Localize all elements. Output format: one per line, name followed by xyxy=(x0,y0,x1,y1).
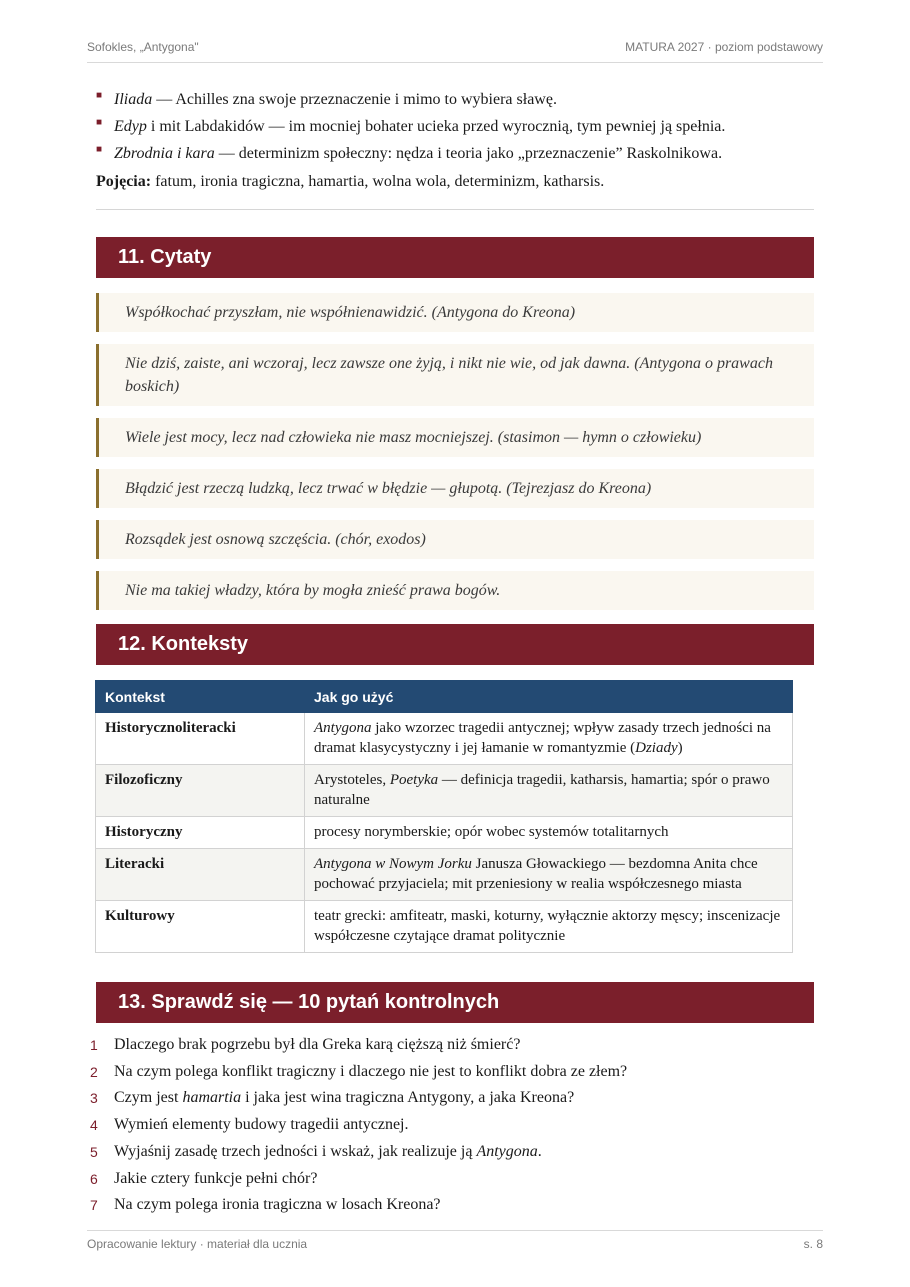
page-content xyxy=(90,86,814,1219)
quote-block: Wiele jest mocy, lecz nad człowieka nie masz mocniejszej. (stasimon — hymn o człowieku) xyxy=(96,418,814,457)
page-header xyxy=(87,40,823,63)
table-row xyxy=(96,849,793,901)
table-cell: teatr grecki: amfiteatr, maski, koturny, wyłącznie aktorzy męscy; inscenizacje współczesne czytające dramat politycznie xyxy=(305,901,793,953)
concepts-line: Pojęcia: fatum, ironia tragiczna, hamartia, wolna wola, determinizm, katharsis. xyxy=(96,173,605,190)
quote-block: Nie ma takiej władzy, która by mogła znieść prawa bogów. xyxy=(96,571,814,610)
bullet-icon: ■ xyxy=(96,117,103,128)
quote-block: Rozsądek jest osnową szczęścia. (chór, exodos) xyxy=(96,520,814,559)
list-item: ■ Iliada — Achilles zna swoje przeznaczenie i mimo to wybiera sławę. xyxy=(96,86,814,113)
page-number: s. 8 xyxy=(803,1237,823,1251)
section-heading-quotes: 11. Cytaty xyxy=(96,237,814,278)
question-number: 7 xyxy=(90,1197,98,1214)
header-exam-label: MATURA 2027 · poziom podstawowy xyxy=(625,40,823,54)
question-number: 2 xyxy=(90,1063,98,1080)
table-row xyxy=(96,765,793,817)
table-cell: Historyczny xyxy=(96,817,305,849)
quotes-list xyxy=(96,293,814,610)
list-item: 3 Czym jest hamartia i jaka jest wina tragiczna Antygony, a jaka Kreona? xyxy=(96,1085,814,1112)
contexts-table xyxy=(95,680,793,953)
list-item: ■ Zbrodnia i kara — determinizm społeczny: nędza i teoria jako „przeznaczenie” Raskolnikowa. xyxy=(96,140,814,167)
list-item: 5 Wyjaśnij zasadę trzech jedności i wskaż, jak realizuje ją Antygona. xyxy=(96,1139,814,1166)
divider xyxy=(96,209,814,210)
question-number: 4 xyxy=(90,1117,98,1134)
table-row xyxy=(96,817,793,849)
table-cell: Arystoteles, Poetyka — definicja tragedii, katharsis, hamartia; spór o prawo naturalne xyxy=(305,765,793,817)
quote-block: Nie dziś, zaiste, ani wczoraj, lecz zawsze one żyją, i nikt nie wie, od jak dawna. (Antygona o prawach boskich) xyxy=(96,344,814,406)
table-cell: Historycznoliteracki xyxy=(96,713,305,765)
table-cell: Antygona w Nowym Jorku Janusza Głowackiego — bezdomna Anita chce pochować przyjaciela; mit przeniesiony w realia współczesnego miasta xyxy=(305,849,793,901)
bullet-icon: ■ xyxy=(96,144,103,155)
question-number: 5 xyxy=(90,1143,98,1160)
footer-label: Opracowanie lektury · materiał dla ucznia xyxy=(87,1237,308,1251)
table-cell: procesy norymberskie; opór wobec systemów totalitarnych xyxy=(305,817,793,849)
table-cell: Filozoficzny xyxy=(96,765,305,817)
question-number: 6 xyxy=(90,1170,98,1187)
header-title: Sofokles, „Antygona" xyxy=(87,40,199,54)
table-cell: Literacki xyxy=(96,849,305,901)
table-cell: Antygona jako wzorzec tragedii antycznej; wpływ zasady trzech jedności na dramat klasycystyczny i jej łamanie w romantyzmie (Dziady) xyxy=(305,713,793,765)
list-item: 2 Na czym polega konflikt tragiczny i dlaczego nie jest to konflikt dobra ze złem? xyxy=(96,1059,814,1086)
question-number: 1 xyxy=(90,1037,98,1053)
context-bullet-list xyxy=(96,86,814,167)
table-row xyxy=(96,901,793,953)
list-item: 1 Dlaczego brak pogrzebu był dla Greka karą cięższą niż śmierć? xyxy=(96,1032,814,1059)
questions-list xyxy=(90,1032,814,1219)
list-item: ■ Edyp i mit Labdakidów — im mocniej bohater ucieka przed wyrocznią, tym pewniej ją spełnia. xyxy=(96,113,814,140)
list-item: 6 Jakie cztery funkcje pełni chór? xyxy=(96,1166,814,1193)
table-cell: Kulturowy xyxy=(96,901,305,953)
quote-block: Błądzić jest rzeczą ludzką, lecz trwać w błędzie — głupotą. (Tejrezjasz do Kreona) xyxy=(96,469,814,508)
list-item: 7 Na czym polega ironia tragiczna w losach Kreona? xyxy=(96,1192,814,1219)
quote-block: Współkochać przyszłam, nie współnienawidzić. (Antygona do Kreona) xyxy=(96,293,814,332)
page-footer xyxy=(87,1230,823,1255)
bullet-icon: ■ xyxy=(96,90,103,101)
section-heading-questions: 13. Sprawdź się — 10 pytań kontrolnych xyxy=(96,982,814,1023)
column-header: Kontekst xyxy=(96,681,305,713)
list-item: 4 Wymień elementy budowy tragedii antycznej. xyxy=(96,1112,814,1139)
section-heading-contexts: 12. Konteksty xyxy=(96,624,814,665)
question-number: 3 xyxy=(90,1090,98,1107)
table-header-row xyxy=(96,681,793,713)
column-header: Jak go użyć xyxy=(305,681,793,713)
table-row xyxy=(96,713,793,765)
